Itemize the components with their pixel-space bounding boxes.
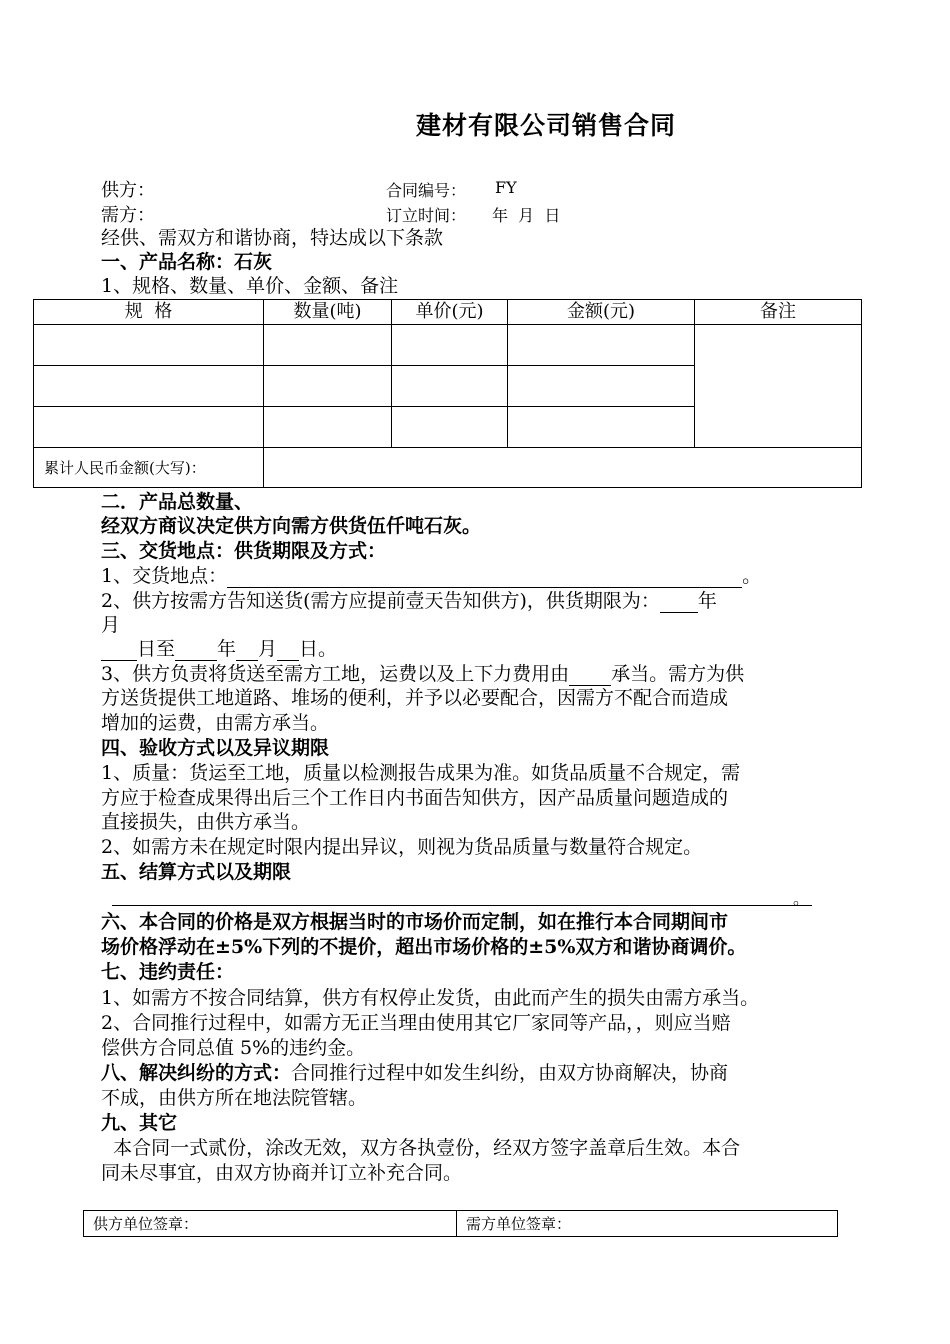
section8-line-1: [101, 1061, 728, 1085]
col-header-amount: 金额(元): [508, 300, 695, 325]
period-mark: 。: [742, 565, 762, 587]
table-total-row: [34, 448, 862, 488]
delivery-location-label: 1、交货地点：: [101, 565, 228, 587]
total-value-cell: [264, 448, 862, 488]
section8-text: 合同推行过程中如发生纠纷，由双方协商解决，协商: [291, 1062, 729, 1084]
col-header-unit-price: 单价(元): [392, 300, 508, 325]
section9-line-1: 本合同一式贰份，涂改无效，双方各执壹份，经双方签字盖章后生效。本合: [101, 1137, 741, 1159]
table-cell: [34, 407, 264, 448]
end-day-blank: [277, 640, 299, 661]
col-header-spec: 规 格: [34, 300, 264, 325]
date-value: 年 月 日: [492, 206, 561, 225]
section3-heading: 三、交货地点：供货期限及方式：: [101, 540, 387, 562]
table-cell: [392, 407, 508, 448]
col-header-quantity: 数量(吨): [264, 300, 392, 325]
buyer-signature-cell: 需方单位签章：: [457, 1211, 838, 1237]
table-cell: [392, 325, 508, 366]
freight-blank: [569, 665, 611, 686]
signature-row: [84, 1211, 838, 1237]
quality-line-1: 1、质量：货运至工地，质量以检测报告成果为准。如货品质量不合规定，需: [101, 762, 741, 784]
table-cell: [264, 325, 392, 366]
table-header-row: [34, 300, 862, 325]
section7-heading: 七、违约责任：: [101, 961, 235, 983]
section8-heading: 八、解决纠纷的方式：: [101, 1062, 292, 1084]
section1-subheading: 1、规格、数量、单价、金额、备注: [101, 275, 399, 297]
settlement-period-mark: 。: [793, 889, 810, 908]
table-row: [34, 325, 862, 366]
remarks-cell: [695, 325, 862, 448]
day-blank: [101, 640, 137, 661]
delivery-location-blank: [227, 567, 742, 588]
section8-line-2: 不成，由供方所在地法院管辖。: [101, 1087, 368, 1109]
section4-heading: 四、验收方式以及异议期限: [101, 737, 330, 759]
section6-line-1: 六、本合同的价格是双方根据当时的市场价而定制，如在推行本合同期间市: [101, 911, 729, 933]
section9-line-2: 同未尽事宜，由双方协商并订立补充合同。: [101, 1162, 463, 1184]
section5-heading: 五、结算方式以及期限: [101, 861, 292, 883]
year-label: 年: [697, 590, 717, 612]
table-cell: [392, 366, 508, 407]
contract-no-label: 合同编号：: [386, 181, 467, 200]
table-cell: [34, 366, 264, 407]
signature-table: [83, 1210, 838, 1237]
supply-period-text: 2、供方按需方告知送货(需方应提前壹天告知供方)，供货期限为：: [101, 590, 660, 612]
freight-line-2: 方送货提供工地道路、堆场的便利，并予以必要配合，因需方不配合而造成: [101, 687, 729, 709]
end-month-label: 月: [258, 638, 278, 660]
freight-text-cont: 承当。需方为供: [611, 663, 745, 685]
section6-line-2: 场价格浮动在±5%下列的不提价，超出市场价格的±5%双方和谐协商调价。: [101, 936, 747, 958]
section2-text: 经双方商议决定供方向需方供货伍仟吨石灰。: [101, 515, 482, 537]
date-label: 订立时间：: [386, 206, 467, 225]
intro-text: 经供、需双方和谐协商，特达成以下条款: [101, 227, 444, 249]
month-label: 月: [101, 614, 121, 636]
section1-heading: 一、产品名称：石灰: [101, 251, 273, 273]
quality-line-3: 直接损失，由供方承当。: [101, 811, 311, 833]
liability-line-3: 偿供方合同总值 5%的违约金。: [101, 1037, 366, 1059]
table-cell: [508, 407, 695, 448]
quality-line-2: 方应于检查成果得出后三个工作日内书面告知供方，因产品质量问题造成的: [101, 787, 729, 809]
supply-period-line-2: [101, 637, 337, 661]
end-day-label: 日。: [299, 638, 338, 660]
table-cell: [508, 325, 695, 366]
total-label: 累计人民币金额(大写)：: [34, 448, 264, 488]
section2-heading: 二．产品总数量、: [101, 491, 254, 513]
freight-line-1: [101, 662, 744, 686]
section9-heading: 九、其它: [101, 1112, 178, 1134]
liability-line-1: 1、如需方不按合同结算，供方有权停止发货，由此而产生的损失由需方承当。: [101, 987, 760, 1009]
document-title: 建材有限公司销售合同: [415, 111, 676, 140]
end-month-blank: [236, 640, 258, 661]
supply-period-line: [101, 589, 717, 613]
date-to-label: 日至: [137, 638, 176, 660]
buyer-label: 需方：: [101, 205, 155, 226]
table-cell: [34, 325, 264, 366]
col-header-remarks: 备注: [695, 300, 862, 325]
end-year-label: 年: [217, 638, 237, 660]
contract-no-value: FY: [495, 178, 517, 197]
table-cell: [264, 407, 392, 448]
supplier-label: 供方：: [101, 180, 155, 201]
settlement-blank: [112, 905, 812, 906]
table-cell: [508, 366, 695, 407]
end-year-blank: [175, 640, 217, 661]
supplier-signature-cell: 供方单位签章：: [84, 1211, 457, 1237]
liability-line-2: 2、合同推行过程中，如需方无正当理由使用其它厂家同等产品，，则应当赔: [101, 1012, 731, 1034]
freight-line-3: 增加的运费，由需方承当。: [101, 712, 330, 734]
year-blank: [660, 592, 698, 613]
freight-text: 3、供方负责将货送至需方工地，运费以及上下力费用由: [101, 663, 570, 685]
objection-line: 2、如需方未在规定时限内提出异议，则视为货品质量与数量符合规定。: [101, 836, 703, 858]
delivery-location-line: [101, 564, 761, 588]
spec-table: [33, 299, 862, 488]
table-cell: [264, 366, 392, 407]
